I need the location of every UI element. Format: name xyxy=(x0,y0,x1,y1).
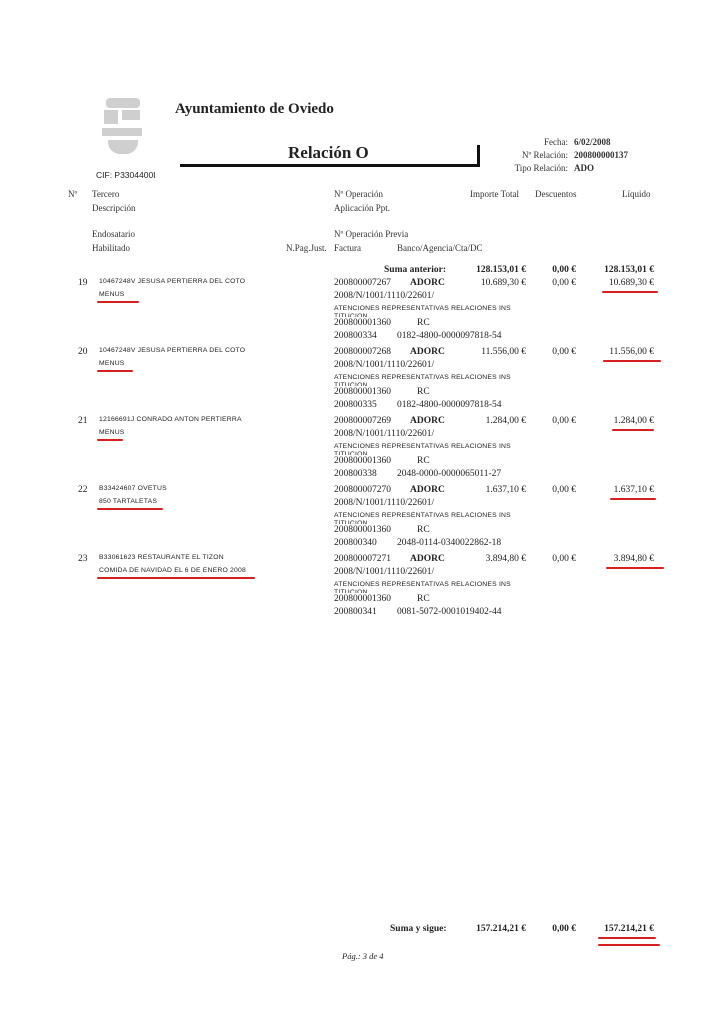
entry-descripcion-underline xyxy=(97,577,255,579)
entry-descuentos: 0,00 € xyxy=(552,554,576,564)
entry-banco: 2048-0114-0340022862-18 xyxy=(397,538,502,548)
entry-op-previa: 200800001360 xyxy=(334,456,391,466)
entry-descripcion: MENUS xyxy=(99,291,125,298)
entry-code: ADORC xyxy=(410,554,445,564)
entry-factura: 200800341 xyxy=(334,607,377,617)
entry-tercero: 10467248V JESUSA PERTIERRA DEL COTO xyxy=(99,278,246,285)
entry-banco: 2048-0000-0000065011-27 xyxy=(397,469,502,479)
tipo-value: ADO xyxy=(574,163,594,173)
entry-importe: 10.689,30 € xyxy=(480,278,526,288)
org-name: Ayuntamiento de Oviedo xyxy=(175,101,334,117)
entry-tercero: 10467248V JESUSA PERTIERRA DEL COTO xyxy=(99,347,246,354)
nrel-value: 200800000137 xyxy=(574,150,628,160)
entry-importe: 1.637,10 € xyxy=(485,485,526,495)
col-banco: Banco/Agencia/Cta/DC xyxy=(397,243,483,253)
entry-liquido: 3.894,80 € xyxy=(613,554,654,564)
entry-number: 19 xyxy=(78,278,88,288)
entry-number: 23 xyxy=(78,554,88,564)
col-tercero: Tercero xyxy=(92,189,120,199)
col-endosatario: Endosatario xyxy=(92,229,135,239)
coat-of-arms-icon xyxy=(100,96,148,166)
entry-rc: RC xyxy=(417,387,430,397)
entry-descuentos: 0,00 € xyxy=(552,347,576,357)
title-bracket xyxy=(477,145,480,167)
col-descripcion: Descripción xyxy=(92,203,136,213)
entry-concepto: ATENCIONES REPRESENTATIVAS RELACIONES INS xyxy=(334,512,511,519)
entry-descripcion: MENUS xyxy=(99,429,125,436)
entry-banco: 0081-5072-0001019402-44 xyxy=(397,607,502,617)
col-npag: N.Pag.Just. xyxy=(286,243,327,253)
entry-tercero: B33061623 RESTAURANTE EL TIZON xyxy=(99,554,224,561)
entry-concepto: ATENCIONES REPRESENTATIVAS RELACIONES INS xyxy=(334,374,511,381)
entry-op-previa: 200800001360 xyxy=(334,594,391,604)
entry-rc: RC xyxy=(417,525,430,535)
entry-rc: RC xyxy=(417,456,430,466)
entry-op-previa: 200800001360 xyxy=(334,318,391,328)
entry-aplicacion: 2008/N/1001/1110/22601/ xyxy=(334,429,435,439)
suma-sigue-label: Suma y sigue: xyxy=(390,924,447,934)
entry-operacion: 200800007268 xyxy=(334,347,391,357)
col-importe: Importe Total xyxy=(470,189,519,199)
entry-descripcion-underline xyxy=(97,508,163,510)
entry-descripcion: MENUS xyxy=(99,360,125,367)
entry-concepto-cont: TITUCION xyxy=(334,520,368,524)
entry-aplicacion: 2008/N/1001/1110/22601/ xyxy=(334,567,435,577)
entry-importe: 1.284,00 € xyxy=(485,416,526,426)
entry-banco: 0182-4800-0000097818-54 xyxy=(397,400,502,410)
entry-operacion: 200800007269 xyxy=(334,416,391,426)
suma-underline-2 xyxy=(598,944,660,946)
entry-operacion: 200800007270 xyxy=(334,485,391,495)
entry-concepto: ATENCIONES REPRESENTATIVAS RELACIONES INS xyxy=(334,443,511,450)
entry-aplicacion: 2008/N/1001/1110/22601/ xyxy=(334,291,435,301)
entry-banco: 0182-4800-0000097818-54 xyxy=(397,331,502,341)
suma-sigue-descuentos: 0,00 € xyxy=(552,924,576,934)
col-habilitado: Habilitado xyxy=(92,243,130,253)
entry-aplicacion: 2008/N/1001/1110/22601/ xyxy=(334,360,435,370)
entry-liquido: 1.637,10 € xyxy=(613,485,654,495)
entry-factura: 200800340 xyxy=(334,538,377,548)
tipo-label: Tipo Relación: xyxy=(514,163,568,173)
entry-liquido-underline xyxy=(610,498,656,500)
col-factura: Factura xyxy=(334,243,361,253)
suma-anterior-descuentos: 0,00 € xyxy=(552,265,576,275)
entry-concepto: ATENCIONES REPRESENTATIVAS RELACIONES INS xyxy=(334,305,511,312)
cif-label: CIF: P3304400I xyxy=(96,170,156,180)
entry-concepto-cont: TITUCION xyxy=(334,589,368,593)
entry-tercero: 12166691J CONRADO ANTON PERTIERRA xyxy=(99,416,242,423)
col-op-previa: Nº Operación Previa xyxy=(334,229,409,239)
nrel-label: Nº Relación: xyxy=(521,150,568,160)
entry-liquido: 10.689,30 € xyxy=(608,278,654,288)
entry-operacion: 200800007267 xyxy=(334,278,391,288)
entry-number: 20 xyxy=(78,347,88,357)
entry-liquido: 11.556,00 € xyxy=(609,347,654,357)
entry-importe: 11.556,00 € xyxy=(481,347,526,357)
page-title: Relación O xyxy=(288,143,369,162)
entry-descuentos: 0,00 € xyxy=(552,416,576,426)
entry-code: ADORC xyxy=(410,416,445,426)
entry-number: 21 xyxy=(78,416,88,426)
page-number: Pág.: 3 de 4 xyxy=(342,951,384,961)
entry-liquido-underline xyxy=(602,291,658,293)
entry-descuentos: 0,00 € xyxy=(552,278,576,288)
entry-concepto-cont: TITUCION xyxy=(334,382,368,386)
suma-sigue-importe: 157.214,21 € xyxy=(476,924,526,934)
entry-liquido-underline xyxy=(603,360,661,362)
entry-descripcion-underline xyxy=(97,370,133,372)
suma-underline-1 xyxy=(598,937,656,939)
entry-concepto-cont: TITUCION xyxy=(334,451,368,455)
col-descuentos: Descuentos xyxy=(535,189,577,199)
entry-op-previa: 200800001360 xyxy=(334,387,391,397)
entry-descripcion: COMIDA DE NAVIDAD EL 6 DE ENERO 2008 xyxy=(99,567,246,574)
entry-code: ADORC xyxy=(410,347,445,357)
entry-descuentos: 0,00 € xyxy=(552,485,576,495)
entry-liquido: 1.284,00 € xyxy=(613,416,654,426)
entry-descripcion: 850 TARTALETAS xyxy=(99,498,158,505)
entry-rc: RC xyxy=(417,318,430,328)
col-operacion: Nº Operación xyxy=(334,189,384,199)
suma-anterior-importe: 128.153,01 € xyxy=(476,265,526,275)
entry-concepto: ATENCIONES REPRESENTATIVAS RELACIONES INS xyxy=(334,581,511,588)
entry-descripcion-underline xyxy=(97,439,123,441)
col-n: Nº xyxy=(68,189,78,199)
entry-number: 22 xyxy=(78,485,88,495)
entry-liquido-underline xyxy=(612,429,654,431)
entry-tercero: B33424607 OVETUS xyxy=(99,485,167,492)
entry-code: ADORC xyxy=(410,278,445,288)
col-liquido: Líquido xyxy=(622,189,651,199)
entry-rc: RC xyxy=(417,594,430,604)
entry-factura: 200800338 xyxy=(334,469,377,479)
entry-liquido-underline xyxy=(606,567,664,569)
suma-anterior-label: Suma anterior: xyxy=(384,265,447,275)
suma-sigue-liquido: 157.214,21 € xyxy=(604,924,654,934)
entry-factura: 200800334 xyxy=(334,331,377,341)
entry-operacion: 200800007271 xyxy=(334,554,391,564)
entry-aplicacion: 2008/N/1001/1110/22601/ xyxy=(334,498,435,508)
entry-op-previa: 200800001360 xyxy=(334,525,391,535)
title-underline xyxy=(180,164,480,167)
col-aplicacion: Aplicación Ppt. xyxy=(334,203,390,213)
fecha-value: 6/02/2008 xyxy=(574,137,611,147)
entry-importe: 3.894,80 € xyxy=(485,554,526,564)
suma-anterior-liquido: 128.153,01 € xyxy=(604,265,654,275)
fecha-label: Fecha: xyxy=(544,137,568,147)
entry-descripcion-underline xyxy=(97,301,139,303)
entry-code: ADORC xyxy=(410,485,445,495)
entry-factura: 200800335 xyxy=(334,400,377,410)
entry-concepto-cont: TITUCION xyxy=(334,313,368,317)
